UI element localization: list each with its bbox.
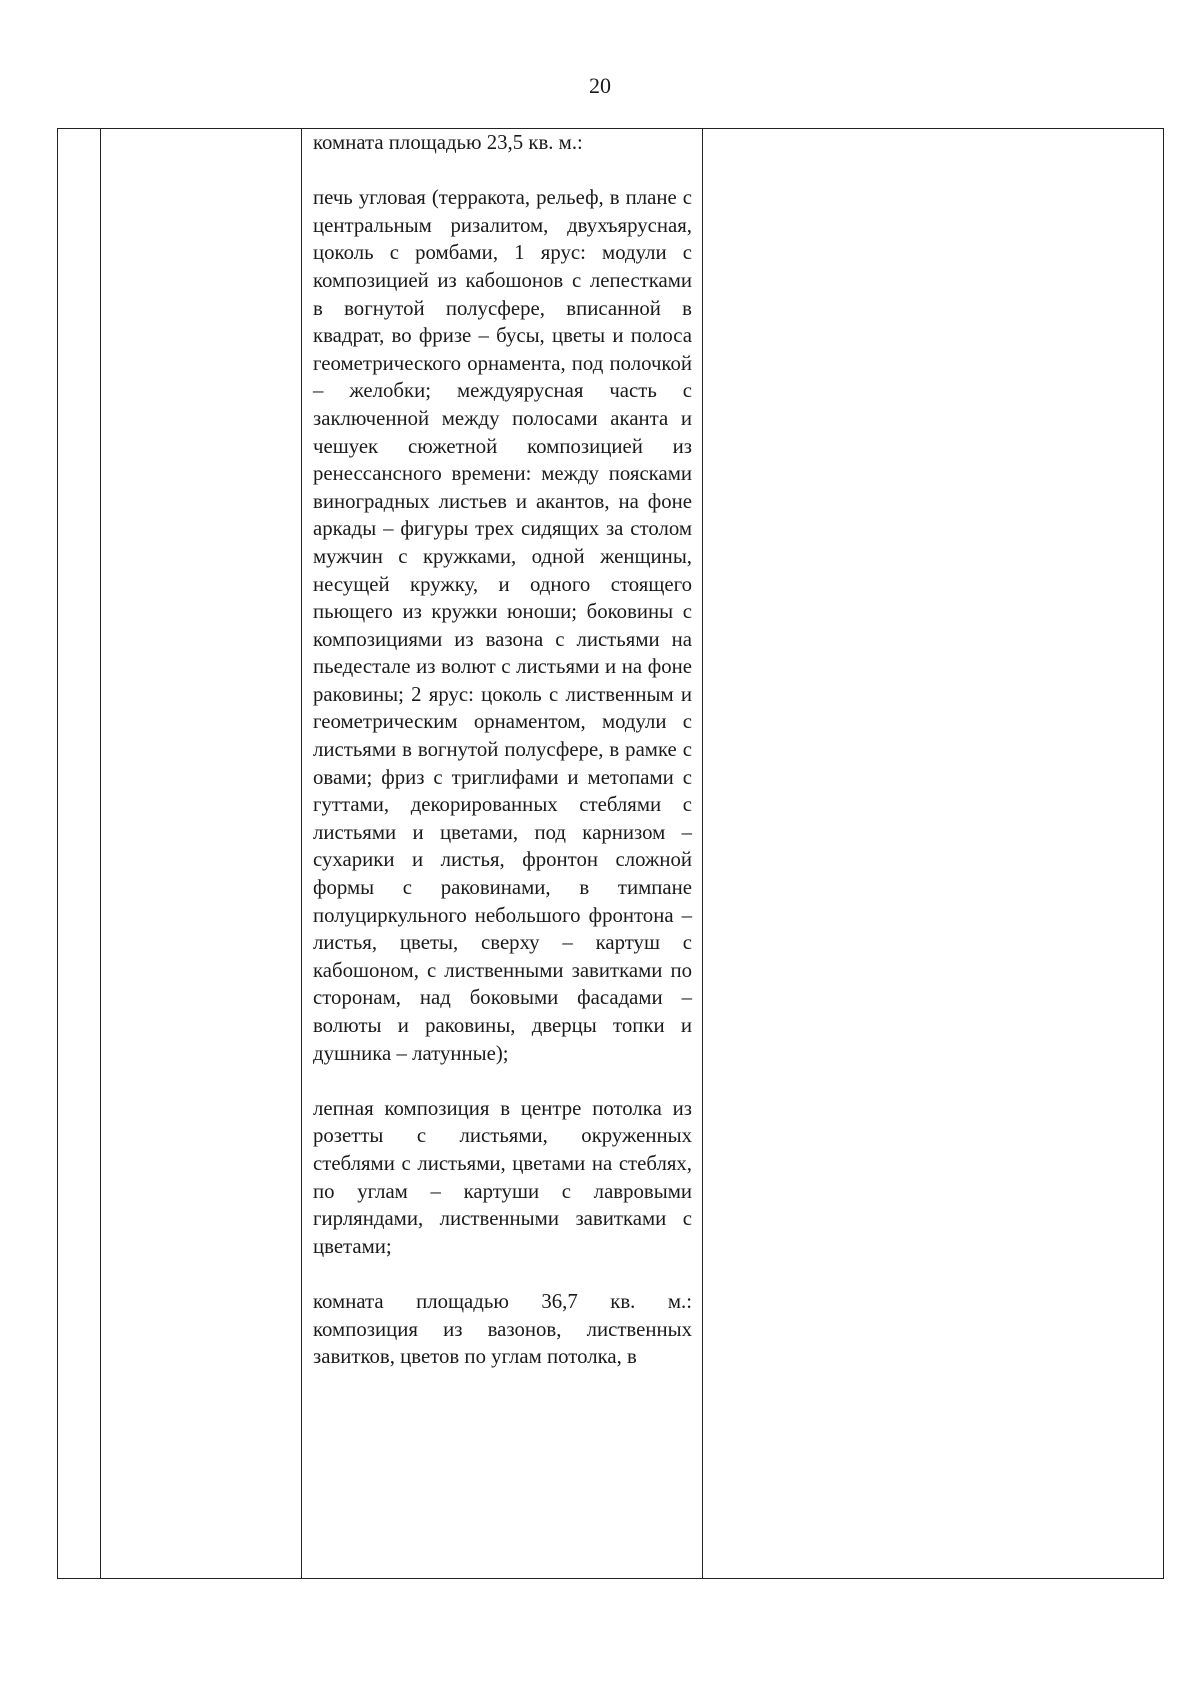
page-number: 20 — [589, 73, 611, 98]
description-text — [302, 129, 702, 1371]
description-cell — [302, 129, 703, 1579]
table-row — [58, 129, 1164, 1579]
notes-cell — [703, 129, 1164, 1579]
ceiling-composition: лепная композиция в центре потолка из розетты с листьями, окруженных стеблями с листьями, цветами на стеблях, по углам – картуши с лавровыми гирляндами, лиственными завитками с цветами; — [313, 1096, 692, 1258]
paragraph-gap — [313, 1067, 692, 1095]
number-cell — [58, 129, 101, 1579]
paragraph-gap — [313, 157, 692, 185]
monument-items-table — [57, 128, 1164, 1579]
room-heading: комната площадью 23,5 кв. м.: — [313, 131, 583, 154]
stove-description: печь угловая (терракота, рельеф, в плане с центральным ризалитом, двухъярусная, цоколь с ромбами, 1 ярус: модули с композицией из кабошонов с лепестками в вогнутой полусфере, вписанной в квадрат, во фризе – бусы, цветы и полоса геометрического орнамента, под полочкой – желобки; междуярусная часть с заключенной между полосами аканта и чешуек сюжетной композицией из ренессансного времени: между поясками виноградных листьев и акантов, на фоне аркады – фигуры трех сидящих за столом мужчин с кружками, одной женщины, несущей кружку, и одного стоящего пьющего из кружки юноши; боковины с композициями из вазона с листьями на пьедестале из волют с листьями и на фоне раковины; 2 ярус: цоколь с лиственным и геометрическим орнаментом, модули с листьями в вогнутой полусфере, в рамке с овами; фриз с триглифами и метопами с гуттами, декорированных стеблями с листьями и цветами, под карнизом – сухарики и листья, фронтон сложной формы с раковинами, в тимпане полуциркульного небольшого фронтона – листья, цветы, сверху – картуш с кабошоном, с лиственными завитками по сторонам, над боковыми фасадами – волюты и раковины, дверцы топки и душника – латунные); — [313, 186, 692, 1065]
paragraph-gap — [313, 1260, 692, 1288]
object-name-cell — [101, 129, 302, 1579]
room-heading-2: комната площадью 36,7 кв. м.: композиция из вазонов, лиственных завитков, цветов по углам потолка, в — [313, 1289, 692, 1369]
